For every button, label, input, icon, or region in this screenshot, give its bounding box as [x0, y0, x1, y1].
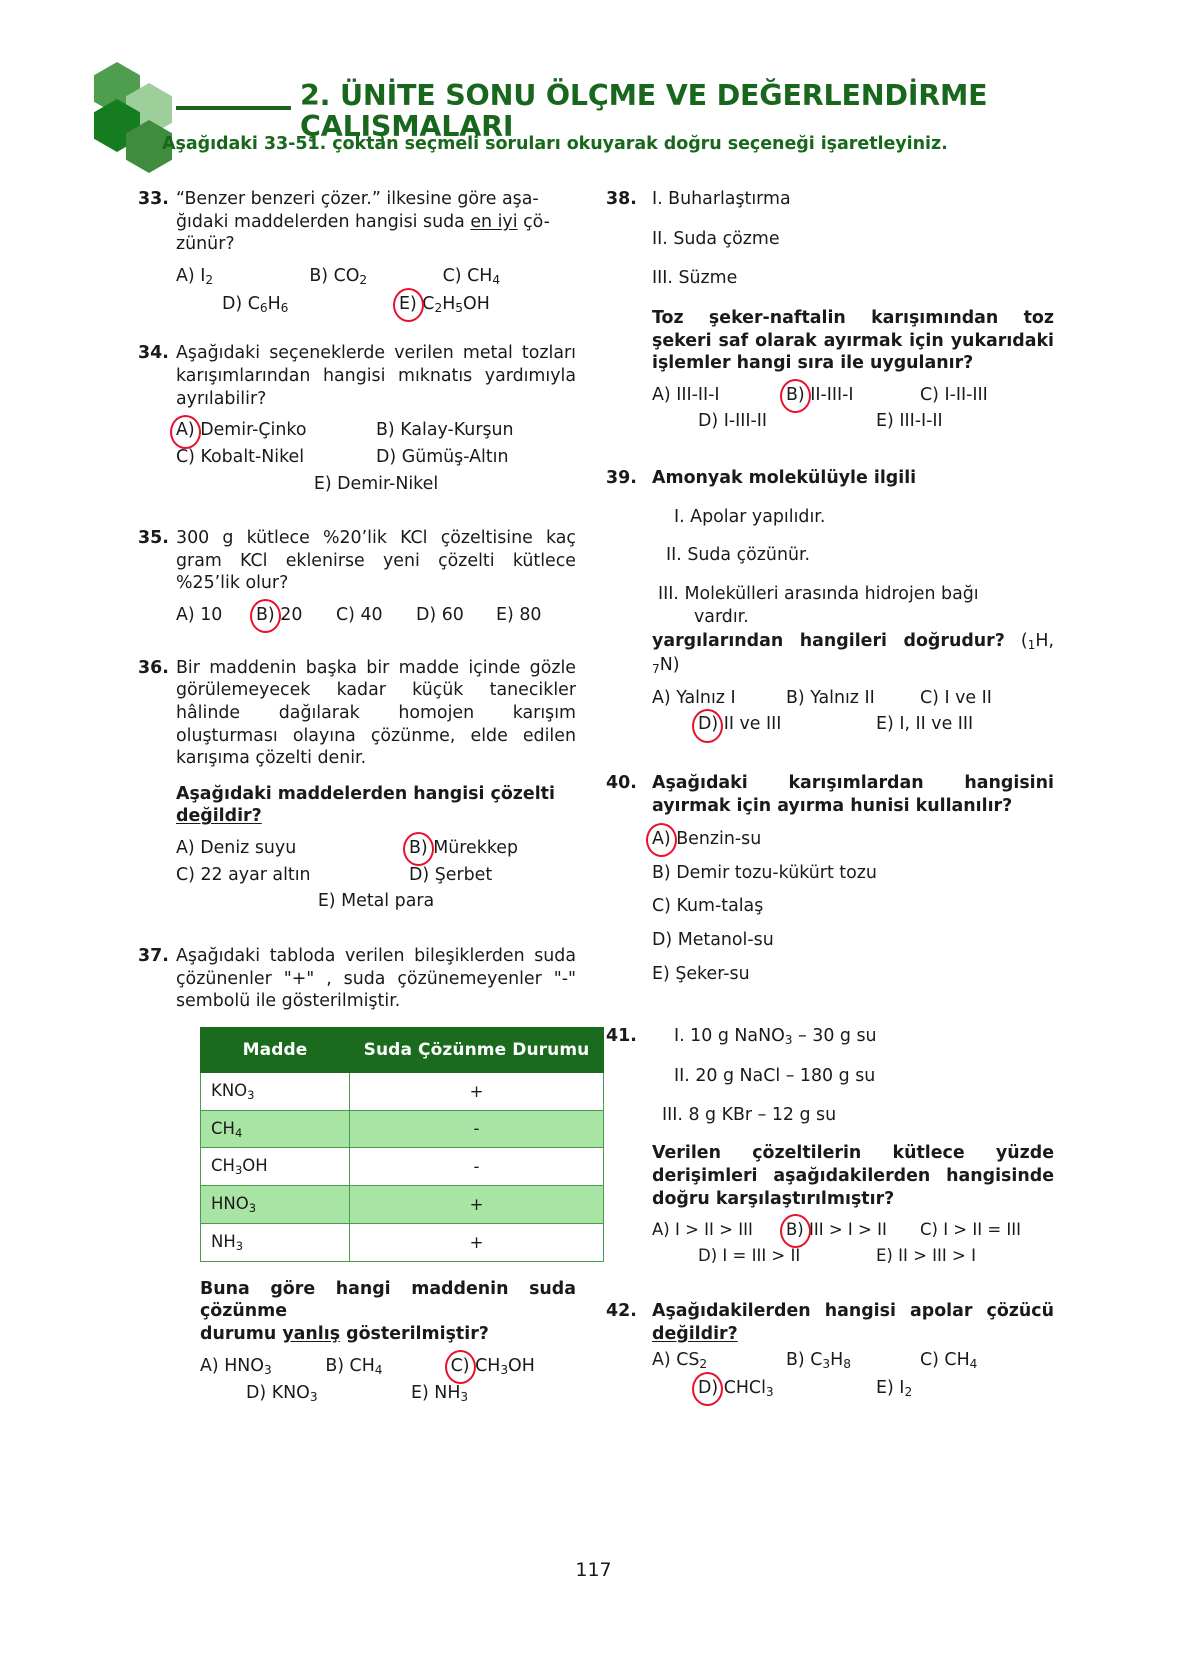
option-d[interactable]	[416, 604, 496, 627]
option-text: Kobalt-Nikel	[200, 446, 305, 467]
question-stem	[176, 188, 576, 256]
instruction-text: Aşağıdaki 33-51. çoktan seçmeli soruları okuyarak doğru seçeneği işaretleyiniz.	[162, 134, 948, 154]
prompt-line-2: durumu	[200, 1323, 283, 1344]
option-row	[652, 687, 1054, 710]
option-b[interactable]	[652, 862, 1054, 885]
option-text: III-I-II	[899, 411, 943, 432]
option-letter: E)	[313, 473, 332, 494]
option-row	[200, 1382, 576, 1406]
option-c[interactable]: C) $CH_3OH$	[450, 1355, 535, 1377]
option-letter: D)	[698, 714, 719, 735]
option-letter: B)	[652, 862, 671, 883]
options-list	[652, 828, 1054, 985]
option-letter: D)	[222, 293, 243, 314]
option-b[interactable]	[786, 1219, 920, 1240]
option-letter: A)	[176, 420, 195, 441]
option-e[interactable]	[314, 473, 438, 496]
table-row	[201, 1223, 604, 1261]
formula-subscript: 4	[374, 1362, 383, 1377]
option-row	[176, 837, 576, 860]
options-list	[652, 1349, 1054, 1401]
formula-subscript: 2	[699, 1357, 708, 1372]
options-list	[176, 1355, 576, 1407]
option-e[interactable]	[876, 1245, 1054, 1266]
option-row	[176, 293, 576, 317]
option-d[interactable]: D) $KNO_3$	[246, 1383, 318, 1405]
formula-subscript: 3	[309, 1390, 318, 1405]
option-subscript: 6	[280, 300, 289, 315]
question-36	[138, 657, 576, 913]
question-number: 42.	[606, 1301, 637, 1322]
question-33	[138, 188, 576, 316]
option-subscript: 2	[434, 300, 443, 315]
table-header-row	[201, 1027, 604, 1072]
option-text: III > I > II	[809, 1220, 887, 1240]
option-letter: A)	[176, 605, 195, 626]
option-a[interactable]	[176, 419, 376, 442]
note-subscript-h: 1	[1027, 638, 1036, 653]
option-text: Mürekkep	[433, 838, 519, 859]
option-d[interactable]	[343, 864, 576, 887]
option-a[interactable]	[652, 687, 786, 710]
options-list	[652, 384, 1054, 433]
question-number: 36.	[138, 657, 169, 678]
stem-emphasis: değildir?	[652, 1323, 738, 1344]
option-letter: B)	[785, 1350, 805, 1371]
options-list	[176, 837, 576, 913]
answer-marker-circle	[698, 1377, 718, 1400]
page-number: 117	[575, 1559, 612, 1581]
formula-subscript: 3	[264, 1362, 272, 1377]
question-42	[606, 1300, 1054, 1401]
stem-line-1: Aşağıdakilerden hangisi apolar çözücü	[652, 1301, 1054, 1322]
option-e[interactable]: E) $NH_3$	[411, 1383, 469, 1405]
option-text: Şerbet	[434, 864, 493, 885]
option-e[interactable]	[652, 963, 1054, 986]
formula-subscript: 3	[765, 1384, 774, 1399]
option-row	[176, 890, 576, 913]
roman-item-1: I. Apolar yapılıdır.	[674, 506, 826, 527]
answer-marker-circle	[786, 1219, 804, 1240]
prompt-emphasis: yanlış	[282, 1323, 341, 1344]
stem-line-1: “Benzer benzeri çözer.” ilkesine göre aşa-	[176, 189, 539, 209]
table-row	[201, 1148, 604, 1186]
column-header-substance: Madde	[201, 1027, 350, 1072]
right-column	[606, 188, 1054, 1419]
option-e[interactable]: E) $I_2$	[876, 1378, 913, 1399]
option-letter: B)	[785, 384, 805, 405]
option-a[interactable]: A) $CS_2$	[652, 1350, 708, 1372]
option-c[interactable]	[176, 864, 343, 887]
roman-item-3: III. Süzme	[652, 268, 738, 289]
note-subscript-n: 7	[652, 661, 660, 676]
option-row	[652, 410, 1054, 433]
roman-item-1	[652, 1025, 1054, 1049]
option-text: Metanol-su	[677, 930, 774, 951]
formula-subscript: 3	[234, 1163, 243, 1178]
option-letter: D)	[246, 1383, 267, 1404]
option-e[interactable]	[876, 410, 1054, 433]
formula-subscript: 2	[904, 1384, 913, 1399]
option-text: 20	[280, 605, 303, 626]
option-d[interactable]: D) $C_6H_6$	[222, 293, 289, 315]
cell-substance: $CH_4$	[201, 1110, 350, 1148]
cell-solubility: -	[350, 1110, 604, 1148]
solubility-table	[200, 1027, 604, 1262]
option-e[interactable]	[318, 890, 434, 913]
option-a[interactable]	[652, 384, 786, 407]
option-letter: E)	[876, 1378, 894, 1399]
question-35	[138, 527, 576, 627]
question-stem	[652, 1300, 1054, 1345]
option-a[interactable]	[176, 265, 309, 289]
cell-solubility: +	[350, 1223, 604, 1261]
option-c[interactable]	[443, 265, 576, 289]
question-prompt: Verilen çözeltilerin kütlece yüzde derişimleri aşağıdakilerden hangisinde doğru karşılaştırılmıştır?	[652, 1143, 1054, 1209]
formula-subscript: 3	[247, 1087, 255, 1102]
option-letter: E)	[876, 1245, 893, 1265]
question-stem: Bir maddenin başka bir madde içinde gözle görülemeyecek kadar küçük tanecikler hâlinde dağılarak homojen karışım oluşturması olayına çözünme, elde edilen karışıma çözelti denir.	[176, 657, 576, 769]
option-row	[176, 446, 576, 469]
option-b[interactable]	[786, 687, 920, 710]
option-letter: D)	[376, 446, 397, 467]
answer-marker-circle	[399, 293, 417, 316]
option-letter: D)	[698, 1378, 719, 1399]
option-c[interactable]	[920, 384, 1054, 407]
option-a[interactable]	[176, 837, 343, 860]
question-stem: Aşağıdaki tabloda verilen bileşiklerden suda çözünenler "+" , suda çözünemeyenler "-" sembolü ile gösterilmiştir.	[176, 945, 576, 1012]
option-text: I	[200, 265, 206, 286]
option-letter: A)	[652, 687, 671, 708]
question-number: 34.	[138, 343, 169, 364]
option-row	[652, 1245, 1054, 1266]
roman-item-1-pre: I. 10 g NaNO	[674, 1026, 785, 1047]
prompt-emphasis: değildir?	[176, 806, 262, 827]
question-stem: Aşağıdaki karışımlardan hangisini ayırmak için ayırma hunisi kullanılır?	[652, 772, 1054, 816]
option-letter: E)	[496, 605, 514, 626]
option-row	[176, 419, 576, 442]
option-letter: C)	[919, 384, 939, 405]
option-e[interactable]	[496, 604, 576, 627]
roman-item-2: II. Suda çözme	[652, 228, 780, 249]
roman-item-2: II. Suda çözünür.	[666, 545, 811, 566]
cell-solubility: -	[350, 1148, 604, 1186]
stem-emphasis: en iyi	[470, 211, 518, 232]
answer-marker-circle	[176, 419, 195, 442]
option-letter: E)	[876, 714, 894, 735]
question-39	[606, 467, 1054, 736]
roman-item-3-line-1: III. Molekülleri arasında hidrojen bağı	[658, 583, 979, 604]
answer-marker-circle	[786, 384, 805, 407]
option-subscript: 2	[359, 272, 368, 287]
options-list	[176, 265, 576, 317]
option-letter: D)	[652, 930, 673, 951]
table-row	[201, 1110, 604, 1148]
answer-marker-circle	[698, 713, 718, 736]
option-a[interactable]	[652, 828, 1054, 851]
answer-marker-circle	[451, 1355, 470, 1378]
option-letter: D)	[416, 605, 437, 626]
option-c[interactable]	[920, 1219, 1054, 1240]
option-subscript: 5	[455, 300, 463, 315]
option-e[interactable]: E) $C_2H_5OH$	[399, 293, 490, 315]
solubility-table-wrapper	[200, 1027, 590, 1262]
note-h: H,	[1035, 631, 1054, 652]
option-letter: C)	[919, 687, 939, 708]
option-text: Deniz suyu	[200, 838, 297, 859]
option-c[interactable]	[920, 687, 1054, 710]
roman-item-1-post: – 30 g su	[792, 1026, 877, 1047]
formula-subscript: 3	[822, 1357, 831, 1372]
question-41	[606, 1025, 1054, 1266]
option-text: II > III > I	[898, 1245, 976, 1265]
option-letter: C)	[336, 605, 355, 626]
option-a[interactable]	[652, 1219, 786, 1240]
option-letter: D)	[409, 864, 430, 885]
prompt-text: yargılarından hangileri doğrudur?	[652, 631, 1005, 652]
option-text: Yalnız II	[810, 687, 875, 708]
option-row	[652, 384, 1054, 407]
question-number: 41.	[606, 1026, 637, 1047]
option-text: 80	[519, 605, 542, 626]
option-letter: A)	[176, 265, 195, 286]
option-e[interactable]	[876, 713, 1054, 736]
formula-subscript: 3	[235, 1238, 244, 1253]
option-letter: E)	[399, 293, 417, 314]
prompt-line-1: Buna göre hangi maddenin suda çözünme	[200, 1278, 576, 1322]
question-prompt	[176, 783, 576, 828]
option-text: Benzin-su	[676, 829, 762, 850]
option-text: I-II-III	[944, 384, 988, 405]
options-list	[652, 1219, 1054, 1266]
question-prompt: Toz şeker-naftalin karışımından toz şekeri saf olarak ayırmak için yukarıdaki işlemler hangi sıra ile uygulanır?	[652, 307, 1054, 374]
question-stem: Amonyak molekülüyle ilgili	[652, 468, 917, 488]
option-letter: B)	[785, 1220, 804, 1240]
question-34	[138, 342, 576, 495]
question-number: 39.	[606, 468, 637, 488]
option-text: II-III-I	[810, 384, 854, 405]
option-row	[176, 473, 576, 496]
formula-subscript: 3	[784, 1033, 793, 1048]
option-text: Demir tozu-kükürt tozu	[676, 862, 877, 883]
option-letter: E)	[652, 963, 670, 984]
option-letter: D)	[698, 1245, 718, 1265]
cell-substance: $KNO_3$	[201, 1072, 350, 1110]
stem-line-2: ğıdaki maddelerden hangisi suda	[176, 211, 471, 232]
option-d[interactable]	[698, 713, 876, 736]
cell-substance: $HNO_3$	[201, 1186, 350, 1224]
option-letter: C)	[442, 265, 462, 286]
option-c[interactable]	[652, 895, 1054, 918]
option-letter: B)	[309, 265, 329, 286]
option-b[interactable]	[376, 419, 576, 442]
option-text: Kum-talaş	[676, 896, 764, 917]
option-row	[652, 713, 1054, 736]
note-n: N)	[659, 654, 680, 675]
option-row	[652, 1219, 1054, 1240]
question-stem: 300 g kütlece %20’lik KCl çözeltisine kaç gram KCl eklenirse yeni çözelti kütlece %25’lik olur?	[176, 528, 576, 594]
option-letter: E)	[411, 1383, 429, 1404]
question-number: 35.	[138, 528, 169, 549]
formula-subscript: 3	[248, 1200, 257, 1215]
option-letter: C)	[450, 1355, 470, 1376]
formula-subscript: 3	[460, 1390, 469, 1405]
option-text: Demir-Çinko	[200, 420, 307, 441]
option-letter: A)	[176, 838, 195, 859]
option-row	[176, 864, 576, 887]
cell-substance: $NH_3$	[201, 1223, 350, 1261]
question-number: 38.	[606, 189, 637, 209]
question-number: 40.	[606, 772, 637, 793]
option-b[interactable]	[256, 604, 336, 627]
option-text: Gümüş-Altın	[401, 446, 509, 467]
option-text: 10	[200, 605, 223, 626]
prompt-note-open: (	[1004, 631, 1028, 652]
option-row	[176, 265, 576, 289]
option-letter: A)	[652, 1350, 671, 1371]
option-letter: C)	[919, 1350, 939, 1371]
option-letter: A)	[652, 829, 671, 850]
option-row	[652, 1349, 1054, 1373]
option-text: I ve II	[944, 687, 992, 708]
option-letter: E)	[317, 891, 336, 912]
answer-marker-circle	[652, 828, 671, 851]
option-row	[652, 1377, 1054, 1401]
option-text: II ve III	[723, 714, 782, 735]
option-d[interactable]	[376, 446, 576, 469]
option-text: 60	[441, 605, 464, 626]
question-number: 37.	[138, 945, 169, 966]
question-stem: Aşağıdaki seçeneklerde verilen metal tozları karışımlarından hangisi mıknatıs yardımıyla ayrılabilir?	[176, 343, 576, 409]
page-title: 2. ÜNİTE SONU ÖLÇME VE DEĞERLENDİRME ÇALIŞMALARI	[300, 79, 988, 144]
option-text: I > II > III	[674, 1220, 753, 1240]
option-text: Yalnız I	[676, 687, 736, 708]
formula-subscript: 8	[843, 1357, 851, 1372]
option-a[interactable]: A) $HNO_3$	[200, 1355, 272, 1377]
option-d[interactable]: D) CHCl$_3$	[698, 1378, 774, 1399]
option-letter: B)	[785, 687, 805, 708]
options-list	[176, 604, 576, 627]
question-prompt	[176, 1278, 576, 1346]
option-letter: E)	[876, 411, 894, 432]
option-letter: A)	[200, 1355, 219, 1376]
stem-line-3: zünür?	[176, 234, 235, 255]
roman-item-3: III. 8 g KBr – 12 g su	[662, 1104, 837, 1125]
cell-substance: $CH_3OH$	[201, 1148, 350, 1186]
options-list	[652, 687, 1054, 736]
question-prompt	[652, 630, 1054, 678]
option-text: Demir-Nikel	[337, 473, 439, 494]
option-letter: A)	[652, 1220, 670, 1240]
question-38	[606, 188, 1054, 433]
header-rule	[176, 106, 291, 110]
option-text: I > II = III	[943, 1220, 1022, 1240]
option-text: III-II-I	[676, 384, 720, 405]
table-row	[201, 1072, 604, 1110]
option-letter: A)	[652, 384, 671, 405]
option-letter: B)	[256, 605, 275, 626]
option-b[interactable]: B) $C_3H_8$	[785, 1350, 851, 1372]
option-letter: B)	[376, 420, 395, 441]
option-letter: D)	[698, 411, 719, 432]
option-b[interactable]	[343, 837, 576, 860]
option-a[interactable]	[176, 604, 256, 627]
option-d[interactable]	[698, 410, 876, 433]
question-40	[606, 772, 1054, 985]
option-c[interactable]: C) $CH_4$	[919, 1350, 978, 1372]
option-text: 22 ayar altın	[200, 864, 311, 885]
column-header-solubility: Suda Çözünme Durumu	[350, 1027, 604, 1072]
question-number: 33.	[138, 189, 169, 209]
option-c[interactable]	[176, 446, 376, 469]
option-d[interactable]	[698, 1245, 876, 1266]
roman-item-1: I. Buharlaştırma	[652, 189, 791, 209]
option-text: I = III > II	[722, 1245, 801, 1265]
formula-subscript: 3	[500, 1362, 509, 1377]
option-letter: C)	[652, 896, 671, 917]
table-row	[201, 1186, 604, 1224]
roman-item-2: II. 20 g NaCl – 180 g su	[674, 1066, 876, 1087]
option-row	[200, 1355, 576, 1379]
cell-solubility: +	[350, 1186, 604, 1224]
option-d[interactable]	[652, 929, 1054, 952]
answer-marker-circle	[256, 604, 275, 627]
option-subscript: 6	[259, 300, 268, 315]
option-letter: B)	[409, 838, 428, 859]
option-c[interactable]	[336, 604, 416, 627]
page-header	[0, 52, 1187, 147]
option-text: CO	[333, 265, 360, 286]
option-letter: C)	[176, 446, 195, 467]
answer-marker-circle	[409, 837, 428, 860]
option-text: Metal para	[341, 891, 435, 912]
left-column	[138, 188, 590, 1424]
option-letter: B)	[325, 1355, 345, 1376]
prompt-line-2b: gösterilmiştir?	[340, 1323, 489, 1344]
roman-item-3	[652, 583, 1054, 628]
option-text: Şeker-su	[675, 963, 750, 984]
option-subscript: 2	[205, 272, 214, 287]
formula-subscript: 4	[234, 1125, 243, 1140]
stem-line-2b: çö-	[517, 211, 550, 232]
formula-subscript: 4	[969, 1357, 978, 1372]
option-text: Kalay-Kurşun	[400, 420, 514, 441]
question-37	[138, 945, 590, 1406]
cell-solubility: +	[350, 1072, 604, 1110]
option-subscript: 4	[492, 272, 501, 287]
option-b[interactable]	[309, 265, 442, 289]
options-list	[176, 419, 576, 495]
option-text: I-III-II	[723, 411, 768, 432]
prompt-line-1: Aşağıdaki maddelerden hangisi çözelti	[176, 783, 555, 804]
option-letter: C)	[919, 1220, 938, 1240]
option-text: CH	[467, 265, 493, 286]
option-row	[176, 604, 576, 627]
option-text: 40	[360, 605, 383, 626]
option-text: I, II ve III	[899, 714, 974, 735]
option-b[interactable]: B) $CH_4$	[325, 1355, 383, 1377]
roman-item-3-line-2: vardır.	[694, 606, 749, 627]
option-letter: C)	[176, 864, 195, 885]
option-b[interactable]	[786, 384, 920, 407]
